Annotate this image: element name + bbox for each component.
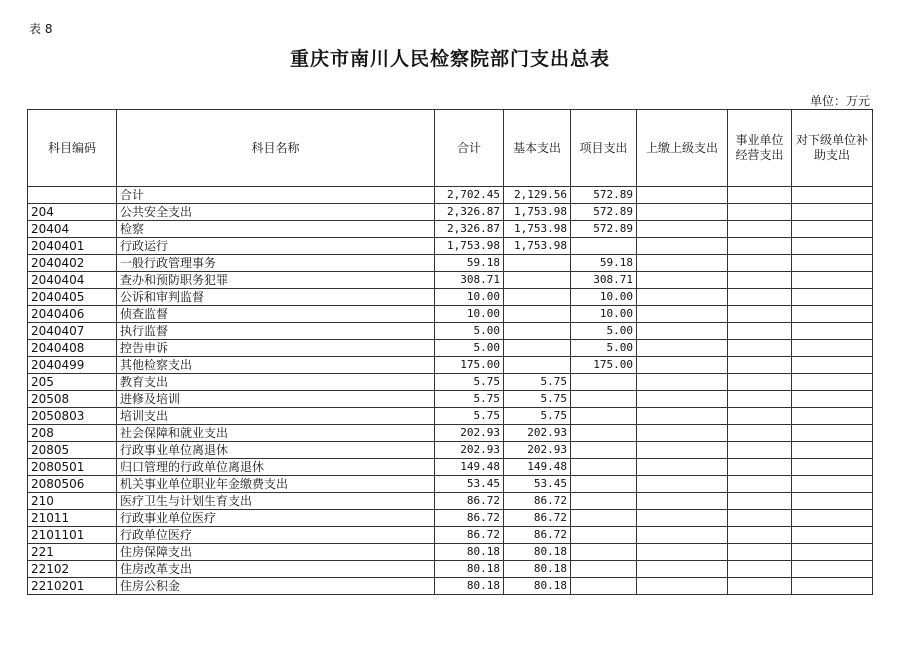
institution-operating-cell — [728, 527, 792, 544]
table-row — [28, 221, 873, 238]
total-cell: 2,702.45 — [435, 187, 504, 204]
subsidy-to-subordinate-cell — [792, 408, 873, 425]
project-expenditure-cell — [571, 544, 637, 561]
subject-code-cell — [28, 187, 117, 204]
subsidy-to-subordinate-cell — [792, 238, 873, 255]
remit-to-superior-cell — [637, 238, 728, 255]
subject-name-cell: 其他检察支出 — [117, 357, 435, 374]
institution-operating-cell — [728, 442, 792, 459]
basic-expenditure-cell — [504, 306, 571, 323]
subject-name-cell: 一般行政管理事务 — [117, 255, 435, 272]
subsidy-to-subordinate-cell — [792, 357, 873, 374]
subsidy-to-subordinate-cell — [792, 306, 873, 323]
subject-name-cell: 培训支出 — [117, 408, 435, 425]
basic-expenditure-cell: 202.93 — [504, 425, 571, 442]
remit-to-superior-cell — [637, 391, 728, 408]
header-total: 合计 — [435, 110, 504, 187]
project-expenditure-cell — [571, 374, 637, 391]
basic-expenditure-cell: 5.75 — [504, 374, 571, 391]
subsidy-to-subordinate-cell — [792, 544, 873, 561]
subject-code-cell: 2210201 — [28, 578, 117, 595]
institution-operating-cell — [728, 374, 792, 391]
table-body — [28, 187, 873, 595]
subject-code-cell: 210 — [28, 493, 117, 510]
subsidy-to-subordinate-cell — [792, 221, 873, 238]
subject-name-cell: 公共安全支出 — [117, 204, 435, 221]
institution-operating-cell — [728, 289, 792, 306]
project-expenditure-cell — [571, 578, 637, 595]
basic-expenditure-cell: 5.75 — [504, 391, 571, 408]
total-cell: 149.48 — [435, 459, 504, 476]
basic-expenditure-cell: 53.45 — [504, 476, 571, 493]
project-expenditure-cell: 572.89 — [571, 204, 637, 221]
institution-operating-cell — [728, 510, 792, 527]
institution-operating-cell — [728, 408, 792, 425]
basic-expenditure-cell: 202.93 — [504, 442, 571, 459]
subject-name-cell: 查办和预防职务犯罪 — [117, 272, 435, 289]
total-cell: 1,753.98 — [435, 238, 504, 255]
basic-expenditure-cell: 80.18 — [504, 544, 571, 561]
table-row — [28, 476, 873, 493]
subsidy-to-subordinate-cell — [792, 323, 873, 340]
remit-to-superior-cell — [637, 459, 728, 476]
subsidy-to-subordinate-cell — [792, 510, 873, 527]
total-cell: 202.93 — [435, 442, 504, 459]
project-expenditure-cell — [571, 391, 637, 408]
table-row — [28, 493, 873, 510]
subject-code-cell: 2040404 — [28, 272, 117, 289]
project-expenditure-cell: 59.18 — [571, 255, 637, 272]
header-project-expenditure: 项目支出 — [571, 110, 637, 187]
table-row — [28, 357, 873, 374]
basic-expenditure-cell: 86.72 — [504, 493, 571, 510]
institution-operating-cell — [728, 578, 792, 595]
institution-operating-cell — [728, 272, 792, 289]
remit-to-superior-cell — [637, 510, 728, 527]
expenditure-table — [27, 109, 873, 595]
institution-operating-cell — [728, 357, 792, 374]
subject-name-cell: 控告申诉 — [117, 340, 435, 357]
subsidy-to-subordinate-cell — [792, 272, 873, 289]
unit-label: 单位：万元 — [809, 94, 870, 108]
basic-expenditure-cell: 149.48 — [504, 459, 571, 476]
basic-expenditure-cell — [504, 255, 571, 272]
total-cell: 59.18 — [435, 255, 504, 272]
subject-code-cell: 22102 — [28, 561, 117, 578]
total-cell: 308.71 — [435, 272, 504, 289]
basic-expenditure-cell — [504, 357, 571, 374]
institution-operating-cell — [728, 425, 792, 442]
project-expenditure-cell — [571, 476, 637, 493]
table-row — [28, 527, 873, 544]
subject-code-cell: 208 — [28, 425, 117, 442]
subsidy-to-subordinate-cell — [792, 527, 873, 544]
remit-to-superior-cell — [637, 374, 728, 391]
table-row — [28, 340, 873, 357]
table-row — [28, 204, 873, 221]
total-cell: 80.18 — [435, 544, 504, 561]
project-expenditure-cell — [571, 510, 637, 527]
subsidy-to-subordinate-cell — [792, 459, 873, 476]
table-row — [28, 578, 873, 595]
total-cell: 175.00 — [435, 357, 504, 374]
header-row — [28, 110, 873, 187]
table-row — [28, 374, 873, 391]
remit-to-superior-cell — [637, 340, 728, 357]
total-cell: 80.18 — [435, 561, 504, 578]
basic-expenditure-cell — [504, 340, 571, 357]
subject-name-cell: 检察 — [117, 221, 435, 238]
header-remit-to-superior: 上缴上级支出 — [637, 110, 728, 187]
institution-operating-cell — [728, 476, 792, 493]
subsidy-to-subordinate-cell — [792, 187, 873, 204]
subject-name-cell: 执行监督 — [117, 323, 435, 340]
subject-name-cell: 社会保障和就业支出 — [117, 425, 435, 442]
subsidy-to-subordinate-cell — [792, 340, 873, 357]
project-expenditure-cell: 175.00 — [571, 357, 637, 374]
remit-to-superior-cell — [637, 493, 728, 510]
institution-operating-cell — [728, 391, 792, 408]
total-cell: 202.93 — [435, 425, 504, 442]
table-row — [28, 425, 873, 442]
institution-operating-cell — [728, 204, 792, 221]
total-cell: 2,326.87 — [435, 204, 504, 221]
institution-operating-cell — [728, 187, 792, 204]
subject-code-cell: 2040402 — [28, 255, 117, 272]
page-title: 重庆市南川人民检察院部门支出总表 — [289, 48, 610, 70]
remit-to-superior-cell — [637, 476, 728, 493]
basic-expenditure-cell — [504, 323, 571, 340]
header-subject-code: 科目编码 — [28, 110, 117, 187]
subject-code-cell: 2050803 — [28, 408, 117, 425]
project-expenditure-cell — [571, 561, 637, 578]
subsidy-to-subordinate-cell — [792, 391, 873, 408]
total-cell: 10.00 — [435, 289, 504, 306]
subject-code-cell: 204 — [28, 204, 117, 221]
total-cell: 10.00 — [435, 306, 504, 323]
subject-code-cell: 2040406 — [28, 306, 117, 323]
subject-code-cell: 20805 — [28, 442, 117, 459]
subject-name-cell: 行政运行 — [117, 238, 435, 255]
subject-name-cell: 教育支出 — [117, 374, 435, 391]
total-cell: 53.45 — [435, 476, 504, 493]
remit-to-superior-cell — [637, 357, 728, 374]
subject-name-cell: 住房改革支出 — [117, 561, 435, 578]
subject-name-cell: 行政单位医疗 — [117, 527, 435, 544]
subject-code-cell: 20508 — [28, 391, 117, 408]
remit-to-superior-cell — [637, 204, 728, 221]
total-cell: 5.00 — [435, 340, 504, 357]
project-expenditure-cell: 572.89 — [571, 187, 637, 204]
subject-name-cell: 住房公积金 — [117, 578, 435, 595]
basic-expenditure-cell: 86.72 — [504, 510, 571, 527]
total-cell: 5.75 — [435, 408, 504, 425]
project-expenditure-cell: 5.00 — [571, 340, 637, 357]
subject-code-cell: 2101101 — [28, 527, 117, 544]
table-row — [28, 289, 873, 306]
subsidy-to-subordinate-cell — [792, 374, 873, 391]
project-expenditure-cell: 10.00 — [571, 306, 637, 323]
remit-to-superior-cell — [637, 221, 728, 238]
project-expenditure-cell — [571, 238, 637, 255]
subject-code-cell: 2040407 — [28, 323, 117, 340]
remit-to-superior-cell — [637, 578, 728, 595]
subsidy-to-subordinate-cell — [792, 561, 873, 578]
table-row — [28, 510, 873, 527]
subject-name-cell: 合计 — [117, 187, 435, 204]
subject-code-cell: 2040401 — [28, 238, 117, 255]
table-row — [28, 187, 873, 204]
subsidy-to-subordinate-cell — [792, 578, 873, 595]
project-expenditure-cell: 5.00 — [571, 323, 637, 340]
subject-code-cell: 205 — [28, 374, 117, 391]
remit-to-superior-cell — [637, 306, 728, 323]
basic-expenditure-cell — [504, 272, 571, 289]
basic-expenditure-cell: 2,129.56 — [504, 187, 571, 204]
project-expenditure-cell: 572.89 — [571, 221, 637, 238]
table-row — [28, 442, 873, 459]
basic-expenditure-cell: 1,753.98 — [504, 238, 571, 255]
subject-name-cell: 医疗卫生与计划生育支出 — [117, 493, 435, 510]
total-cell: 5.00 — [435, 323, 504, 340]
subject-name-cell: 侦查监督 — [117, 306, 435, 323]
institution-operating-cell — [728, 544, 792, 561]
project-expenditure-cell — [571, 493, 637, 510]
table-row — [28, 408, 873, 425]
total-cell: 5.75 — [435, 374, 504, 391]
subject-name-cell: 行政事业单位医疗 — [117, 510, 435, 527]
total-cell: 80.18 — [435, 578, 504, 595]
institution-operating-cell — [728, 459, 792, 476]
subsidy-to-subordinate-cell — [792, 255, 873, 272]
project-expenditure-cell — [571, 408, 637, 425]
remit-to-superior-cell — [637, 544, 728, 561]
total-cell: 86.72 — [435, 510, 504, 527]
subsidy-to-subordinate-cell — [792, 476, 873, 493]
table-number-label: 表 8 — [29, 22, 53, 36]
subject-code-cell: 221 — [28, 544, 117, 561]
subject-code-cell: 2040408 — [28, 340, 117, 357]
remit-to-superior-cell — [637, 323, 728, 340]
table-row — [28, 544, 873, 561]
remit-to-superior-cell — [637, 442, 728, 459]
remit-to-superior-cell — [637, 187, 728, 204]
subsidy-to-subordinate-cell — [792, 493, 873, 510]
institution-operating-cell — [728, 340, 792, 357]
institution-operating-cell — [728, 493, 792, 510]
project-expenditure-cell — [571, 527, 637, 544]
subject-name-cell: 公诉和审判监督 — [117, 289, 435, 306]
remit-to-superior-cell — [637, 272, 728, 289]
table-row — [28, 561, 873, 578]
table-row — [28, 255, 873, 272]
total-cell: 86.72 — [435, 493, 504, 510]
subsidy-to-subordinate-cell — [792, 425, 873, 442]
project-expenditure-cell: 10.00 — [571, 289, 637, 306]
header-subsidy-to-subordinate: 对下级单位补助支出 — [792, 110, 873, 187]
subject-name-cell: 归口管理的行政单位离退休 — [117, 459, 435, 476]
subject-name-cell: 住房保障支出 — [117, 544, 435, 561]
institution-operating-cell — [728, 306, 792, 323]
subsidy-to-subordinate-cell — [792, 204, 873, 221]
total-cell: 86.72 — [435, 527, 504, 544]
project-expenditure-cell — [571, 425, 637, 442]
remit-to-superior-cell — [637, 527, 728, 544]
subject-name-cell: 进修及培训 — [117, 391, 435, 408]
remit-to-superior-cell — [637, 425, 728, 442]
subject-code-cell: 2080506 — [28, 476, 117, 493]
institution-operating-cell — [728, 238, 792, 255]
basic-expenditure-cell: 1,753.98 — [504, 204, 571, 221]
subsidy-to-subordinate-cell — [792, 442, 873, 459]
remit-to-superior-cell — [637, 408, 728, 425]
project-expenditure-cell — [571, 442, 637, 459]
header-basic-expenditure: 基本支出 — [504, 110, 571, 187]
institution-operating-cell — [728, 323, 792, 340]
subject-code-cell: 21011 — [28, 510, 117, 527]
basic-expenditure-cell: 1,753.98 — [504, 221, 571, 238]
basic-expenditure-cell: 80.18 — [504, 561, 571, 578]
table-row — [28, 306, 873, 323]
table-row — [28, 238, 873, 255]
basic-expenditure-cell: 86.72 — [504, 527, 571, 544]
basic-expenditure-cell — [504, 289, 571, 306]
header-institution-operating: 事业单位经营支出 — [728, 110, 792, 187]
project-expenditure-cell — [571, 459, 637, 476]
institution-operating-cell — [728, 561, 792, 578]
remit-to-superior-cell — [637, 255, 728, 272]
institution-operating-cell — [728, 255, 792, 272]
basic-expenditure-cell: 5.75 — [504, 408, 571, 425]
header-subject-name: 科目名称 — [117, 110, 435, 187]
table-row — [28, 272, 873, 289]
subject-name-cell: 行政事业单位离退休 — [117, 442, 435, 459]
project-expenditure-cell: 308.71 — [571, 272, 637, 289]
table-row — [28, 459, 873, 476]
remit-to-superior-cell — [637, 561, 728, 578]
subject-code-cell: 20404 — [28, 221, 117, 238]
subject-code-cell: 2080501 — [28, 459, 117, 476]
table-row — [28, 323, 873, 340]
subject-code-cell: 2040499 — [28, 357, 117, 374]
institution-operating-cell — [728, 221, 792, 238]
remit-to-superior-cell — [637, 289, 728, 306]
subject-code-cell: 2040405 — [28, 289, 117, 306]
total-cell: 5.75 — [435, 391, 504, 408]
subject-name-cell: 机关事业单位职业年金缴费支出 — [117, 476, 435, 493]
subsidy-to-subordinate-cell — [792, 289, 873, 306]
total-cell: 2,326.87 — [435, 221, 504, 238]
basic-expenditure-cell: 80.18 — [504, 578, 571, 595]
table-row — [28, 391, 873, 408]
